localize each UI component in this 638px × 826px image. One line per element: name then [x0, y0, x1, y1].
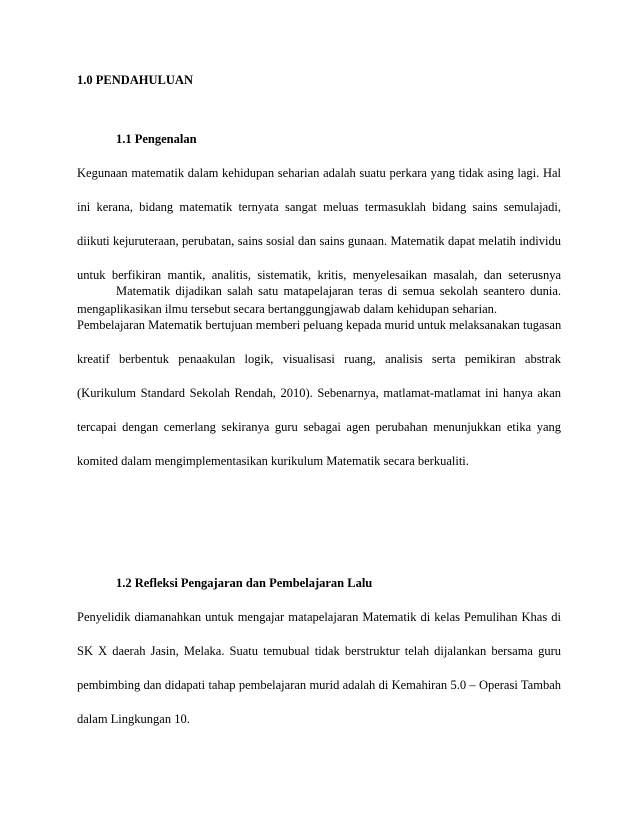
paragraph-line: komited dalam mengimplementasikan kurikulum Matematik secara berkualiti. — [77, 454, 469, 468]
paragraph-line: dalam Lingkungan 10. — [77, 712, 190, 726]
paragraph-line: (Kurikulum Standard Sekolah Rendah, 2010). Sebenarnya, matlamat-matlamat ini hanya akan — [77, 386, 561, 400]
paragraph-line: untuk berfikiran mantik, analitis, sistematik, kritis, menyelesaikan masalah, dan seterusnya — [77, 268, 561, 282]
paragraph-line: Kegunaan matematik dalam kehidupan seharian adalah suatu perkara yang tidak asing lagi. Hal — [77, 166, 561, 180]
paragraph-line: ini kerana, bidang matematik ternyata sangat meluas termasuklah bidang sains semulajadi, — [77, 200, 561, 214]
section-heading-refleksi: 1.2 Refleksi Pengajaran dan Pembelajaran Lalu — [116, 576, 373, 590]
paragraph-line: Pembelajaran Matematik bertujuan memberi peluang kepada murid untuk melaksanakan tugasan — [77, 318, 562, 332]
paragraph-refleksi-1 — [77, 600, 561, 736]
paragraph-line: Matematik dijadikan salah satu matapelajaran teras di semua sekolah seantero dunia. — [116, 284, 561, 298]
paragraph-line: SK X daerah Jasin, Melaka. Suatu temubual tidak berstruktur telah dijalankan bersama guru — [77, 644, 561, 658]
paragraph-line: kreatif berbentuk penaakulan logik, visualisasi ruang, analisis serta pemikiran abstrak — [77, 352, 561, 366]
paragraph-line: pembimbing dan didapati tahap pembelajaran murid adalah di Kemahiran 5.0 – Operasi Tambah — [77, 678, 561, 692]
paragraph-line: mengaplikasikan ilmu tersebut secara bertanggungjawab dalam kehidupan seharian. — [77, 302, 497, 316]
paragraph-pengenalan-2 — [77, 274, 561, 478]
paragraph-line: Penyelidik diamanahkan untuk mengajar matapelajaran Matematik di kelas Pemulihan Khas di — [77, 610, 561, 624]
section-heading-pengenalan: 1.1 Pengenalan — [116, 132, 197, 146]
main-heading: 1.0 PENDAHULUAN — [77, 73, 193, 87]
paragraph-line: tercapai dengan cemerlang sekiranya guru sebagai agen perubahan menunjukkan etika yang — [77, 420, 561, 434]
paragraph-line: diikuti kejuruteraan, perubatan, sains sosial dan sains gunaan. Matematik dapat melatih individu — [77, 234, 561, 248]
